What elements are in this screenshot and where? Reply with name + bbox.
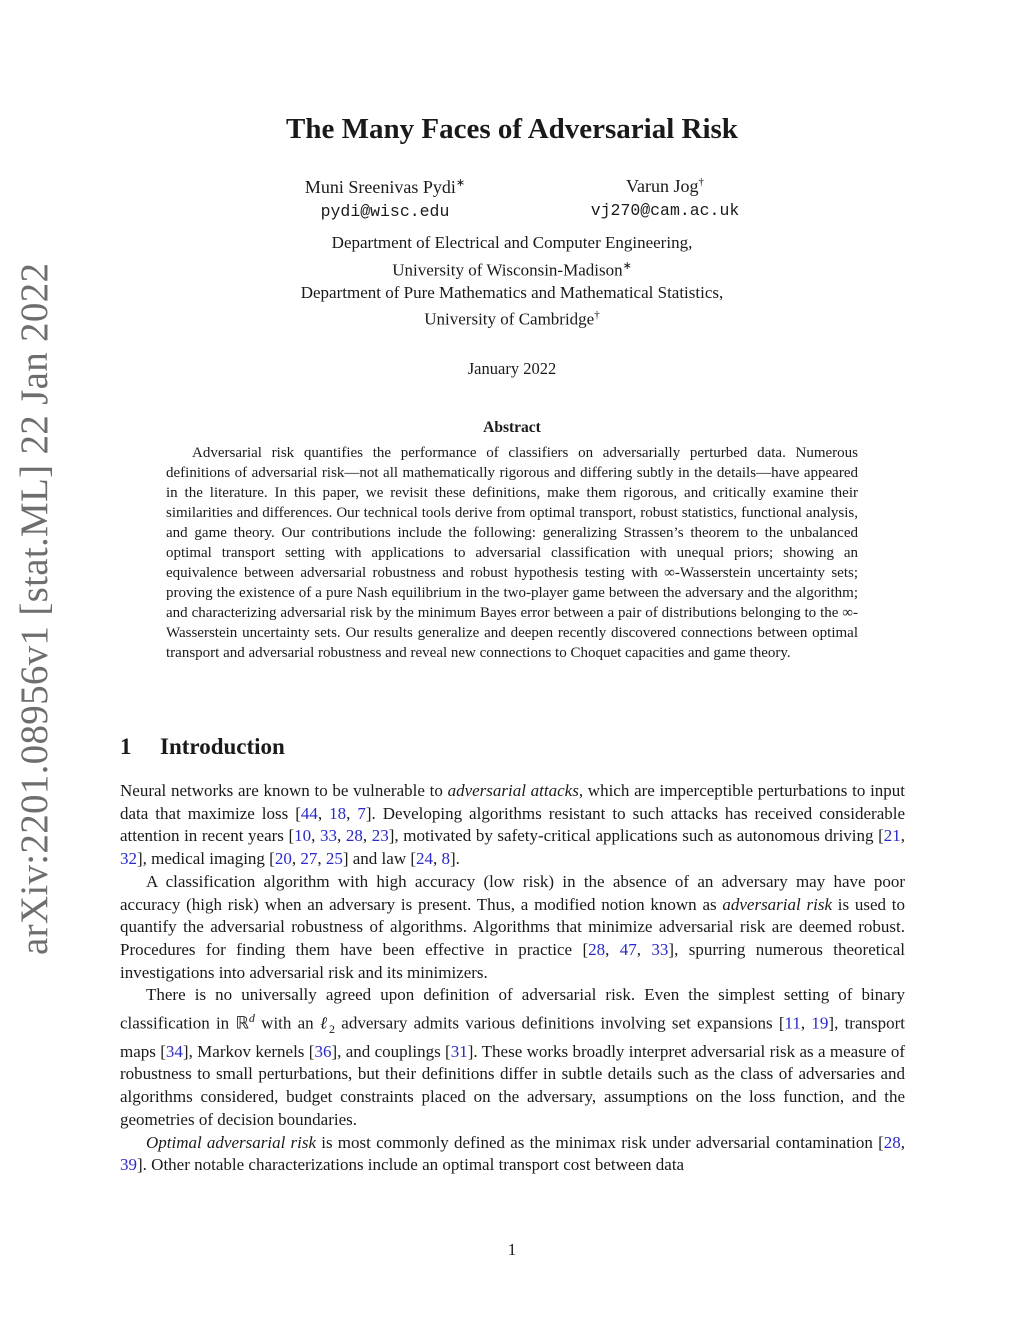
citation-link[interactable]: 31 [450, 1041, 468, 1061]
author-footnote-mark: † [698, 176, 704, 188]
paragraph: Neural networks are known to be vulnerable to adversarial attacks, which are imperceptible perturbations to input data that maximize loss [44, 18, 7]. Developing algorithms resistant to such attacks has received considerable attention in recent years [10, 33, 28, 23], motivated by safety-critical applications such as autonomous driving [21, 32], medical imaging [20, 27, 25] and law [24, 8]. [120, 781, 906, 869]
citation-link[interactable]: 7 [357, 803, 366, 823]
citation-link[interactable]: 23 [371, 826, 389, 846]
section-title: Introduction [160, 734, 285, 759]
affiliation-line: University of Cambridge† [424, 309, 600, 329]
citation-link[interactable]: 24 [416, 849, 434, 869]
citation-link[interactable]: 19 [811, 1013, 829, 1033]
author-footnote-mark: ∗ [455, 177, 466, 189]
paragraph: A classification algorithm with high accuracy (low risk) in the absence of an adversary may have poor accuracy (high risk) when an adversary is present. Thus, a modified notion known as adversarial risk is used to quantify the adversarial robustness of algorithms. Algorithms that minimize adversarial risk are deemed robust. Procedures for finding them have been effective in practice [28, 47, 33], spurring numerous theoretical investigations into adversarial risk and its minimizers. [120, 871, 905, 982]
author-name: Muni Sreenivas Pydi∗ [304, 177, 466, 197]
citation-link[interactable]: 10 [294, 826, 312, 846]
affiliation-line: University of Wisconsin-Madison∗ [392, 259, 632, 280]
citation-link[interactable]: 28 [588, 939, 606, 959]
citation-link[interactable]: 33 [651, 939, 669, 959]
affiliation-line: Department of Pure Mathematics and Mathematical Statistics, [300, 282, 724, 302]
citation-link[interactable]: 18 [329, 803, 347, 823]
affiliation-line: Department of Electrical and Computer Engineering, [331, 233, 693, 252]
section-number: 1 [120, 734, 132, 759]
author-block [250, 176, 520, 221]
citation-link[interactable]: 34 [165, 1041, 183, 1061]
paper-title: The Many Faces of Adversarial Risk [286, 113, 738, 145]
citation-link[interactable]: 36 [314, 1041, 332, 1061]
citation-link[interactable]: 47 [619, 939, 637, 959]
paragraph: There is no universally agreed upon definition of adversarial risk. Even the simplest setting of binary classification in ℝ$^d$ with an ℓ$_2$ adversary admits various definitions involving set expansions [11, 19], transport maps [34], Markov kernels [36], and couplings [31]. These works broadly interpret adversarial risk as a measure of robustness to small perturbations, but their definitions differ in subtle details such as the class of adversaries and algorithms considered, budget constraints placed on the adversary, assumptions on the loss function, and the geometries of decision boundaries. [120, 985, 906, 1129]
math-reals: ℝ [235, 1013, 249, 1033]
affiliations [0, 232, 1024, 331]
page-number: 1 [507, 1240, 517, 1259]
citation-link[interactable]: 20 [274, 849, 292, 869]
abstract-text: Adversarial risk quantifies the performance of classifiers on adversarially perturbed data. Numerous definitions of adversarial risk—not all mathematically rigorous and differing subtly in the details—have appeared in the literature. In this paper, we revisit these definitions, make them rigorous, and critically examine their similarities and differences. Our technical tools derive from optimal transport, robust statistics, functional analysis, and game theory. Our contributions include the following: generalizing Strassen’s theorem to the unbalanced optimal transport setting with applications to adversarial classification with unequal priors; showing an equivalence between adversarial robustness and robust hypothesis testing with ∞-Wasserstein uncertainty sets; proving the existence of a pure Nash equilibrium in the two-player game between the adversary and the algorithm; and characterizing adversarial risk by the minimum Bayes error between a pair of distributions belonging to the ∞-Wasserstein uncertainty sets. Our results generalize and deepen recently discovered connections between optimal transport and adversarial robustness and reveal new connections to Choquet capacities and game theory. [166, 445, 858, 661]
citation-link[interactable]: 33 [320, 826, 338, 846]
citation-link[interactable]: 28 [345, 826, 363, 846]
citation-link[interactable]: 32 [120, 849, 137, 869]
math-ell: ℓ [319, 1013, 330, 1033]
author-email: pydi@wisc.edu [320, 202, 450, 221]
arxiv-identifier: arXiv:2201.08956v1 [stat.ML] 22 Jan 2022 [13, 262, 56, 955]
citation-link[interactable]: 11 [784, 1013, 801, 1033]
citation-link[interactable]: 39 [120, 1155, 137, 1175]
publication-date: January 2022 [467, 359, 557, 378]
author-block [540, 176, 790, 220]
author-email: vj270@cam.ac.uk [590, 201, 740, 220]
citation-link[interactable]: 28 [883, 1132, 901, 1152]
paragraph: Optimal adversarial risk is most commonly defined as the minimax risk under adversarial contamination [28, 39]. Other notable characterizations include an optimal transport cost between data [120, 1132, 905, 1175]
citation-link[interactable]: 27 [300, 849, 318, 869]
section-heading [120, 734, 720, 760]
abstract-heading: Abstract [483, 419, 541, 436]
citation-link[interactable]: 44 [300, 803, 318, 823]
author-name: Varun Jog† [626, 176, 704, 196]
citation-link[interactable]: 8 [441, 849, 451, 869]
citation-link[interactable]: 25 [325, 849, 343, 869]
citation-link[interactable]: 21 [883, 826, 901, 846]
body-text [120, 780, 905, 1177]
